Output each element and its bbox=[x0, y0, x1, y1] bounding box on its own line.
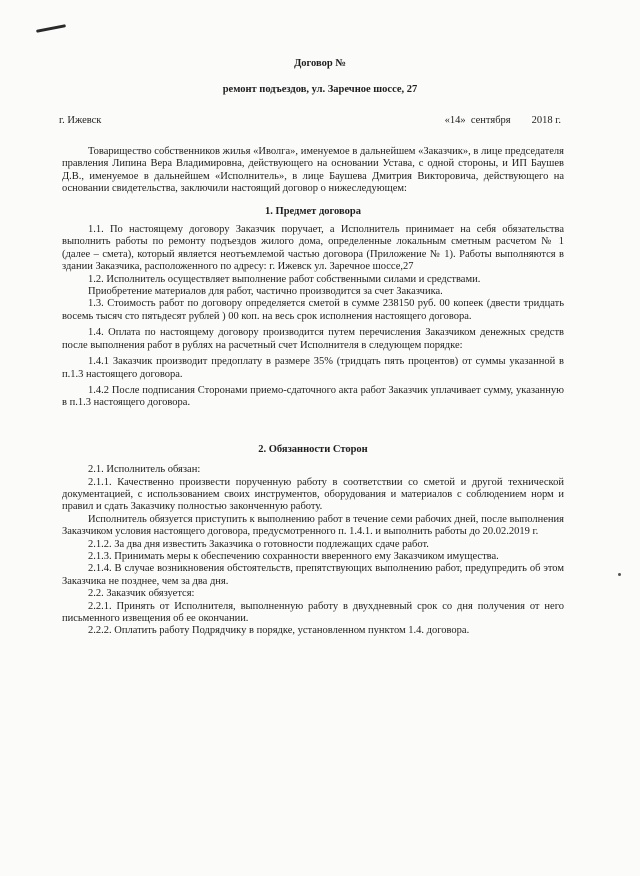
clause-2-1-1-term: Исполнитель обязуется приступить к выполнению работ в течение семи рабочих дней, после выполнения Заказчиком условия настоящего договора, предусмотренного п. 1.4.1. и выполнить работы до 20.02.2019 г. bbox=[62, 513, 564, 538]
clause-2-2-1: 2.2.1. Принять от Исполнителя, выполненную работу в двухдневный срок со дня получения от него письменного извещения об ее окончании. bbox=[62, 600, 564, 624]
pen-mark bbox=[36, 24, 66, 33]
section-2-heading: 2. Обязанности Сторон bbox=[258, 443, 368, 455]
clause-1-4-2: 1.4.2 После подписания Сторонами приемо-сдаточного акта работ Заказчик уплачивает сумму, указанную в п.1.3 настоящего договора. bbox=[62, 384, 564, 409]
scan-speck bbox=[618, 573, 621, 576]
preamble: Товарищество собственников жилья «Иволга», именуемое в дальнейшем «Заказчик», в лице председателя правления Липина Вера Владимировна, действующего на основании Устава, с одной стороны, и ИП Баушев Д.В., именуемое в дальнейшем «Исполнитель», в лице Баушева Дмитрия Викторовича, действующего на основании свидетельства, заключили настоящий договор о нижеследующем: bbox=[62, 146, 564, 195]
clause-1-2-materials: Приобретение материалов для работ, частично производится за счет Заказчика. bbox=[88, 286, 443, 298]
clause-1-3: 1.3. Стоимость работ по договору определяется сметой в сумме 238150 руб. 00 копеек (двести тридцать восемь тысяч сто пятьдесят рублей ) 00 коп. на весь срок исполнения настоящего договора. bbox=[62, 298, 564, 322]
section-1-heading: 1. Предмет договора bbox=[265, 205, 361, 217]
contract-subtitle: ремонт подъездов, ул. Заречное шоссе, 27 bbox=[222, 84, 418, 95]
clause-2-2: 2.2. Заказчик обязуется: bbox=[88, 588, 195, 600]
clause-1-1: 1.1. По настоящему договору Заказчик поручает, а Исполнитель принимает на себя обязательства выполнить работы по ремонту подъездов жилого дома, определенные локальным сметным расчетом № 1 (далее – смета), который является неотъемлемой частью договора (Приложение № 1). Работы выполняются в здании Заказчика, расположенного по адресу: г. Ижевск ул. Заречное шоссе,27 bbox=[62, 224, 564, 273]
clause-1-2: 1.2. Исполнитель осуществляет выполнение работ собственными силами и средствами. bbox=[88, 273, 481, 285]
clause-2-1: 2.1. Исполнитель обязан: bbox=[88, 464, 201, 476]
clause-2-1-4: 2.1.4. В случае возникновения обстоятельств, препятствующих выполнению работ, предупредить об этом Заказчика не позднее, чем за два дня. bbox=[62, 563, 564, 587]
clause-1-4: 1.4. Оплата по настоящему договору производится путем перечисления Заказчиком денежных средств после выполнения работ в рублях на расчетный счет Исполнителя в следующем порядке: bbox=[62, 327, 564, 351]
clause-2-2-2: 2.2.2. Оплатить работу Подрядчику в порядке, установленном пунктом 1.4. договора. bbox=[88, 625, 470, 637]
clause-2-1-3: 2.1.3. Принимать меры к обеспечению сохранности вверенного ему Заказчиком имущества. bbox=[88, 550, 499, 562]
clause-2-1-1: 2.1.1. Качественно произвести порученную работу в соответствии со сметой и другой технической документацией, с использованием своих инструментов, оборудования и материалов с соблюдением норм и правил и сдать Заказчику полностью законченную работу. bbox=[62, 476, 564, 513]
contract-city: г. Ижевск bbox=[59, 115, 102, 126]
contract-body bbox=[62, 146, 564, 638]
clause-2-1-2: 2.1.2. За два дня известить Заказчика о готовности подлежащих сдаче работ. bbox=[88, 538, 429, 550]
contract-date: «14» сентября 2018 г. bbox=[444, 115, 561, 126]
contract-title: Договор № bbox=[294, 58, 346, 69]
clause-1-4-1: 1.4.1 Заказчик производит предоплату в размере 35% (тридцать пять процентов) от суммы указанной в п.1.3 настоящего договора. bbox=[62, 356, 564, 380]
